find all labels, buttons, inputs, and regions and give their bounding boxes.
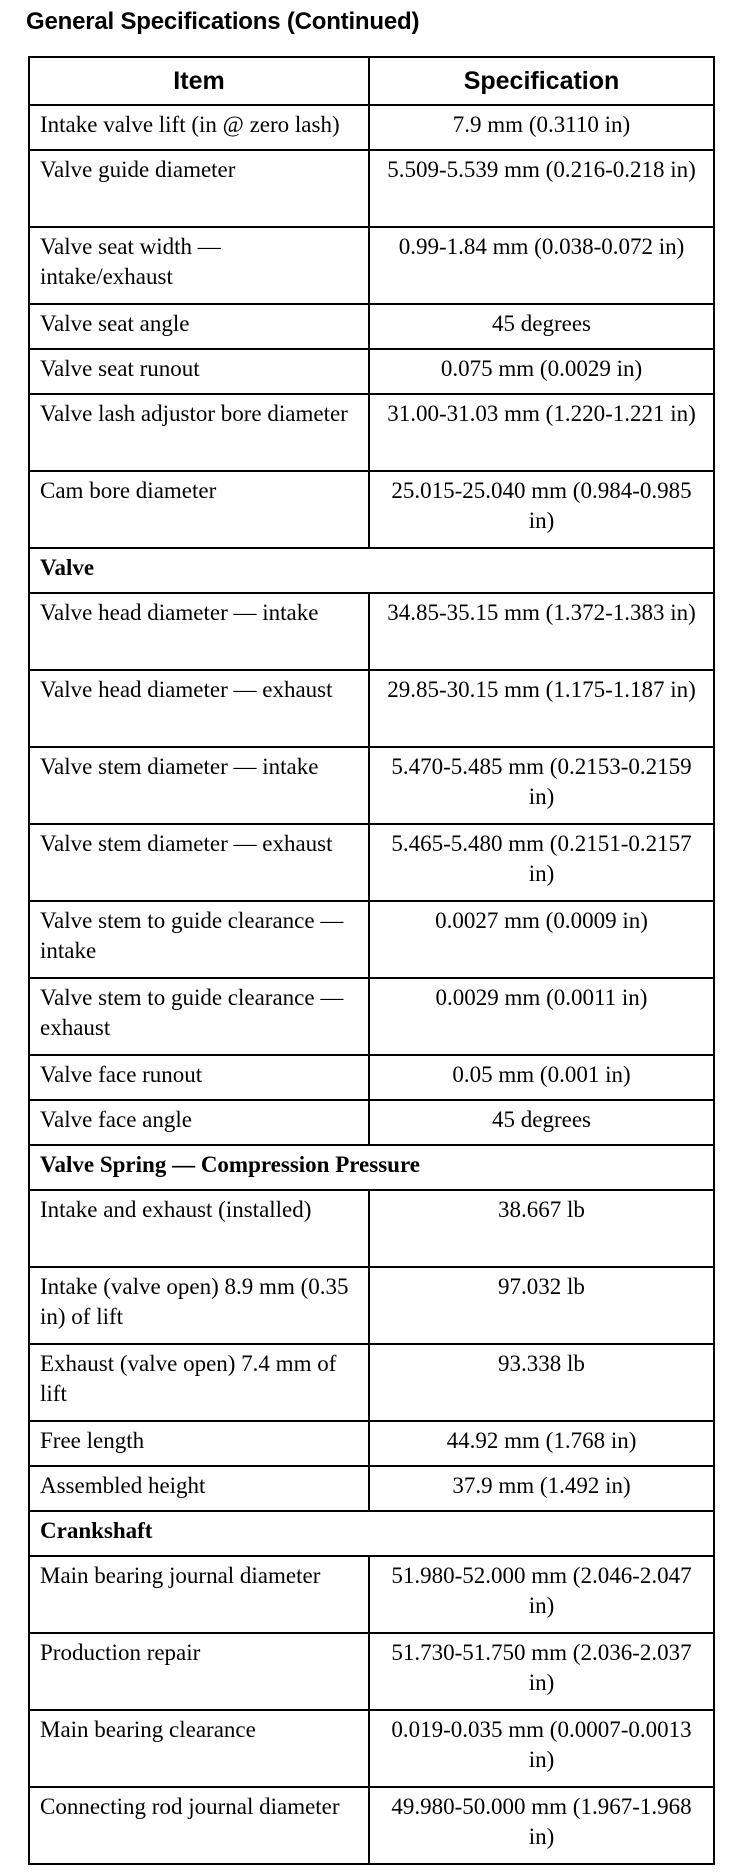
- specification-cell: 51.730-51.750 mm (2.036-2.037 in): [369, 1633, 714, 1710]
- table-row: [29, 1100, 714, 1145]
- item-cell: Valve stem diameter — exhaust: [29, 824, 369, 901]
- table-row: [29, 593, 714, 670]
- specification-cell: 7.9 mm (0.3110 in): [369, 105, 714, 150]
- item-cell: Valve seat runout: [29, 349, 369, 394]
- specification-cell: 45 degrees: [369, 304, 714, 349]
- item-cell: Intake and exhaust (installed): [29, 1190, 369, 1267]
- specification-cell: 0.99-1.84 mm (0.038-0.072 in): [369, 227, 714, 304]
- specification-cell: 0.0027 mm (0.0009 in): [369, 901, 714, 978]
- table-row: [29, 394, 714, 471]
- item-cell: Valve stem to guide clearance — intake: [29, 901, 369, 978]
- item-cell: Intake (valve open) 8.9 mm (0.35 in) of lift: [29, 1267, 369, 1344]
- column-header-specification: Specification: [369, 57, 714, 105]
- section-heading: Crankshaft: [29, 1511, 714, 1556]
- specification-cell: 45 degrees: [369, 1100, 714, 1145]
- table-row: [29, 901, 714, 978]
- specification-cell: 5.465-5.480 mm (0.2151-0.2157 in): [369, 824, 714, 901]
- table-row: [29, 227, 714, 304]
- section-row-valve-spring: [29, 1145, 714, 1190]
- table-row: [29, 1633, 714, 1710]
- section-row-valve: [29, 548, 714, 593]
- page-title: General Specifications (Continued): [26, 8, 420, 35]
- item-cell: Valve seat width — intake/exhaust: [29, 227, 369, 304]
- item-cell: Valve stem diameter — intake: [29, 747, 369, 824]
- item-cell: Valve seat angle: [29, 304, 369, 349]
- item-cell: Production repair: [29, 1633, 369, 1710]
- table-row: [29, 304, 714, 349]
- column-header-item: Item: [29, 57, 369, 105]
- specification-cell: 97.032 lb: [369, 1267, 714, 1344]
- item-cell: Cam bore diameter: [29, 471, 369, 548]
- item-cell: Valve head diameter — intake: [29, 593, 369, 670]
- item-cell: Valve stem to guide clearance — exhaust: [29, 978, 369, 1055]
- specification-cell: 0.05 mm (0.001 in): [369, 1055, 714, 1100]
- item-cell: Valve face runout: [29, 1055, 369, 1100]
- table-header-row: [29, 57, 714, 105]
- item-cell: Main bearing journal diameter: [29, 1556, 369, 1633]
- specification-cell: 51.980-52.000 mm (2.046-2.047 in): [369, 1556, 714, 1633]
- table-row: [29, 1710, 714, 1787]
- table-row: [29, 1190, 714, 1267]
- specification-cell: 29.85-30.15 mm (1.175-1.187 in): [369, 670, 714, 747]
- item-cell: Valve face angle: [29, 1100, 369, 1145]
- item-cell: Main bearing clearance: [29, 1710, 369, 1787]
- section-heading: Valve Spring — Compression Pressure: [29, 1145, 714, 1190]
- item-cell: Exhaust (valve open) 7.4 mm of lift: [29, 1344, 369, 1421]
- specification-cell: 34.85-35.15 mm (1.372-1.383 in): [369, 593, 714, 670]
- specification-cell: 38.667 lb: [369, 1190, 714, 1267]
- item-cell: Valve head diameter — exhaust: [29, 670, 369, 747]
- table-row: [29, 150, 714, 227]
- table-row: [29, 978, 714, 1055]
- item-cell: Connecting rod journal diameter: [29, 1787, 369, 1864]
- table-row: [29, 1556, 714, 1633]
- table-row: [29, 824, 714, 901]
- item-cell: Assembled height: [29, 1466, 369, 1511]
- general-specifications-table: [28, 56, 715, 1865]
- table-row: [29, 1267, 714, 1344]
- table-row: [29, 670, 714, 747]
- table-row: [29, 1787, 714, 1864]
- section-heading: Valve: [29, 548, 714, 593]
- table-row: [29, 1055, 714, 1100]
- specification-cell: 0.0029 mm (0.0011 in): [369, 978, 714, 1055]
- specification-cell: 44.92 mm (1.768 in): [369, 1421, 714, 1466]
- specification-cell: 0.075 mm (0.0029 in): [369, 349, 714, 394]
- specification-cell: 37.9 mm (1.492 in): [369, 1466, 714, 1511]
- table-row: [29, 471, 714, 548]
- specification-cell: 25.015-25.040 mm (0.984-0.985 in): [369, 471, 714, 548]
- section-row-crankshaft: [29, 1511, 714, 1556]
- item-cell: Valve guide diameter: [29, 150, 369, 227]
- specification-cell: 93.338 lb: [369, 1344, 714, 1421]
- table-row: [29, 1466, 714, 1511]
- table-row: [29, 349, 714, 394]
- table-row: [29, 1421, 714, 1466]
- specification-cell: 5.470-5.485 mm (0.2153-0.2159 in): [369, 747, 714, 824]
- specification-cell: 5.509-5.539 mm (0.216-0.218 in): [369, 150, 714, 227]
- table-row: [29, 747, 714, 824]
- item-cell: Intake valve lift (in @ zero lash): [29, 105, 369, 150]
- item-cell: Valve lash adjustor bore diameter: [29, 394, 369, 471]
- table-row: [29, 1344, 714, 1421]
- table-row: [29, 105, 714, 150]
- specification-cell: 31.00-31.03 mm (1.220-1.221 in): [369, 394, 714, 471]
- specification-cell: 0.019-0.035 mm (0.0007-0.0013 in): [369, 1710, 714, 1787]
- item-cell: Free length: [29, 1421, 369, 1466]
- specification-cell: 49.980-50.000 mm (1.967-1.968 in): [369, 1787, 714, 1864]
